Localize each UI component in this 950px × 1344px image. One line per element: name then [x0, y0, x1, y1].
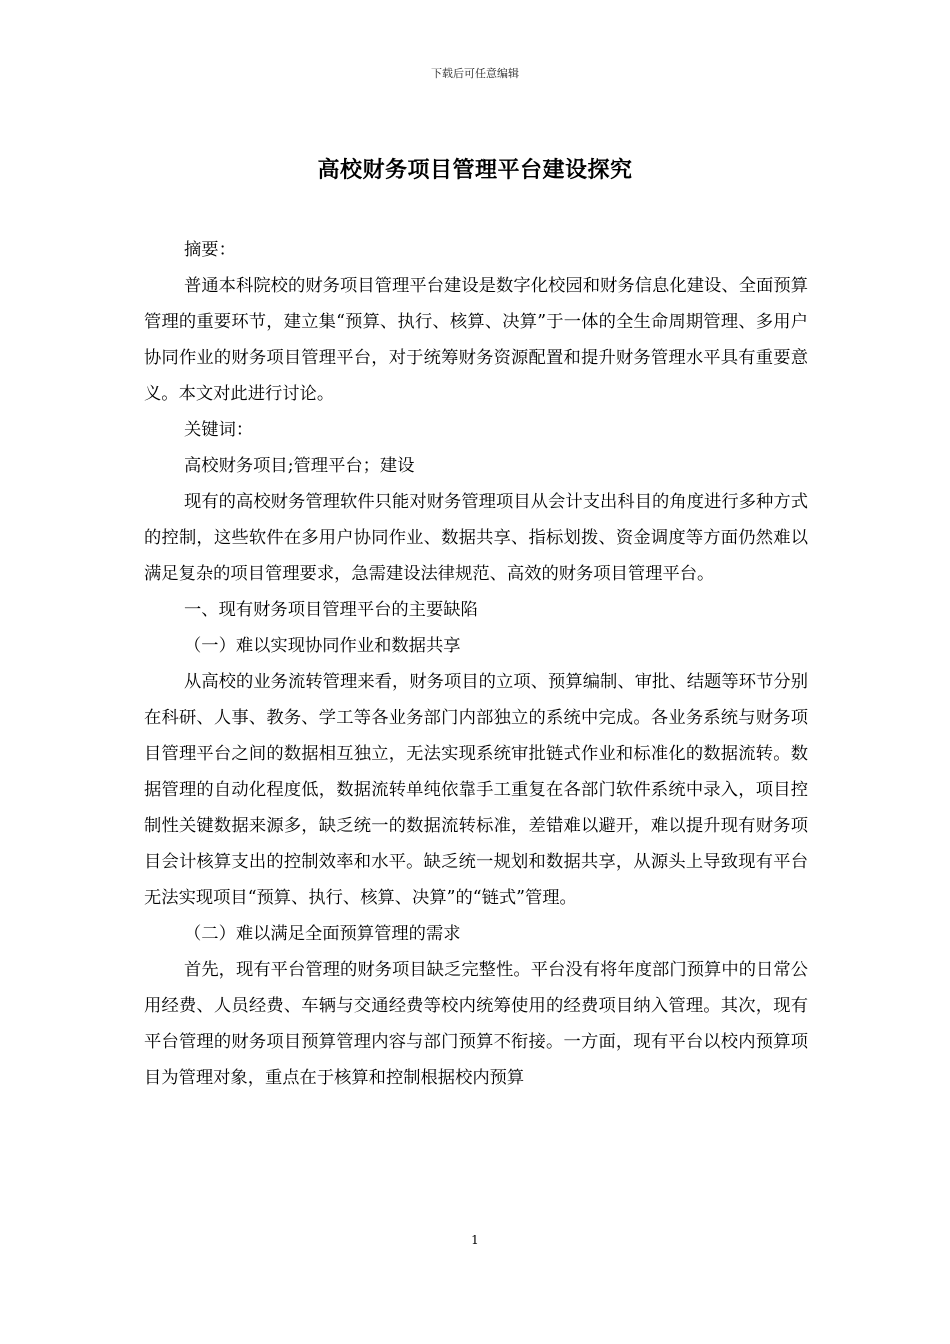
intro-paragraph: 现有的高校财务管理软件只能对财务管理项目从会计支出科目的角度进行多种方式的控制，这些软件在多用户协同作业、数据共享、指标划拨、资金调度等方面仍然难以满足复杂的项目管理要求，急需建设法律规范、高效的财务项目管理平台。 — [144, 492, 808, 584]
keywords-text: 高校财务项目;管理平台；建设 — [184, 456, 415, 476]
keywords-label: 关键词： — [184, 420, 254, 440]
document-title: 高校财务项目管理平台建设探究 — [317, 157, 633, 183]
page-number: 1 — [471, 1233, 479, 1247]
body-paragraph: 首先，现有平台管理的财务项目缺乏完整性。平台没有将年度部门预算中的日常公用经费、人员经费、车辆与交通经费等校内统筹使用的经费项目纳入管理。其次，现有平台管理的财务项目预算管理内容与部门预算不衔接。一方面，现有平台以校内预算项目为管理对象，重点在于核算和控制根据校内预算 — [144, 960, 808, 1088]
subsection-heading-2: （二）难以满足全面预算管理的需求 — [184, 924, 461, 944]
page-header-note: 下载后可任意编辑 — [431, 67, 519, 80]
abstract-label: 摘要： — [184, 240, 236, 260]
subsection-heading-1: （一）难以实现协同作业和数据共享 — [184, 636, 461, 656]
body-paragraph: 从高校的业务流转管理来看，财务项目的立项、预算编制、审批、结题等环节分别在科研、人事、教务、学工等各业务部门内部独立的系统中完成。各业务系统与财务项目管理平台之间的数据相互独立，无法实现系统审批链式作业和标准化的数据流转。数据管理的自动化程度低，数据流转单纯依靠手工重复在各部门软件系统中录入，项目控制性关键数据来源多，缺乏统一的数据流转标准，差错难以避开，难以提升现有财务项目会计核算支出的控制效率和水平。缺乏统一规划和数据共享，从源头上导致现有平台无法实现项目“预算、执行、核算、决算”的“链式”管理。 — [144, 672, 808, 908]
abstract-text: 普通本科院校的财务项目管理平台建设是数字化校园和财务信息化建设、全面预算管理的重要环节，建立集“预算、执行、核算、决算”于一体的全生命周期管理、多用户协同作业的财务项目管理平台，对于统筹财务资源配置和提升财务管理水平具有重要意义。本文对此进行讨论。 — [144, 276, 808, 404]
section-heading-1: 一、现有财务项目管理平台的主要缺陷 — [184, 600, 478, 620]
document-body — [144, 232, 808, 1096]
